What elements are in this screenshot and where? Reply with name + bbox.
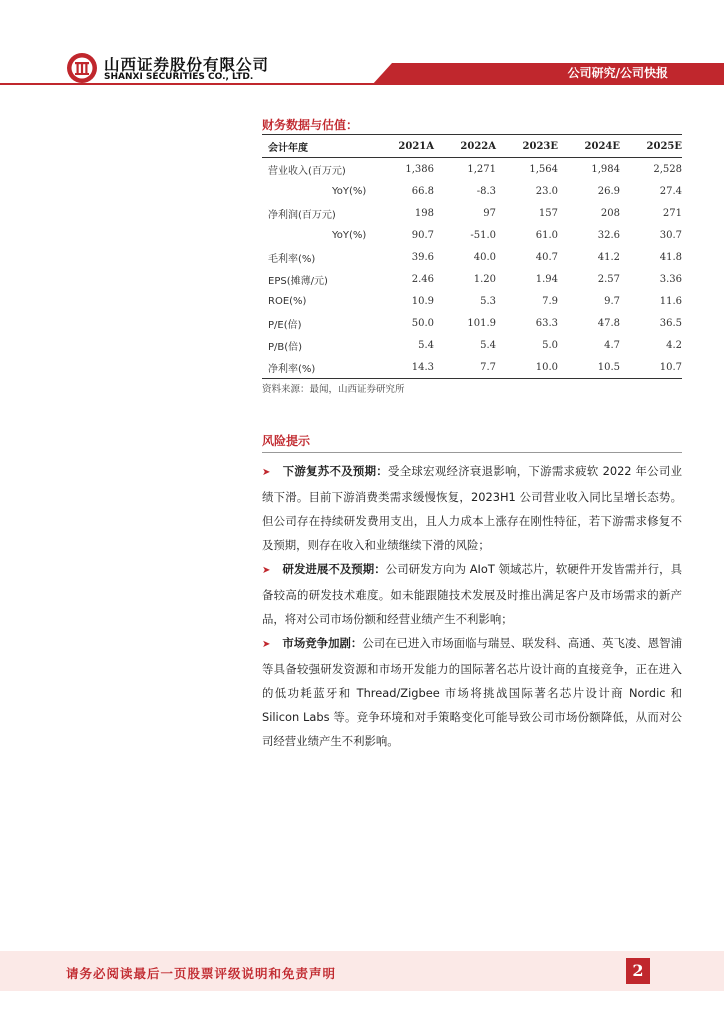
table-row — [262, 312, 682, 334]
table-row — [262, 202, 682, 224]
risk-item-head: 市场竞争加剧： — [282, 636, 363, 650]
page-number: 2 — [626, 958, 650, 984]
table-cell: 101.9 — [467, 317, 496, 329]
table-cell: 26.9 — [597, 185, 620, 197]
row-label: P/B(倍) — [268, 341, 303, 353]
table-cell: 2.46 — [411, 273, 434, 285]
table-cell: 1,271 — [467, 163, 496, 175]
table-cell: 32.6 — [597, 229, 620, 241]
company-name-en: SHANXI SECURITIES CO., LTD. — [104, 72, 254, 82]
column-header: 2025E — [620, 135, 682, 158]
table-cell: 208 — [600, 207, 620, 219]
table-cell: 61.0 — [535, 229, 558, 241]
table-cell: 198 — [414, 207, 434, 219]
table-cell: 1.94 — [535, 273, 558, 285]
table-cell: 50.0 — [411, 317, 434, 329]
risk-item — [262, 459, 682, 557]
arrow-bullet-icon: ➤ — [262, 565, 271, 576]
table-cell: 10.7 — [620, 356, 682, 379]
table-cell: -51.0 — [470, 229, 496, 241]
table-cell: 41.8 — [659, 251, 682, 263]
footer-disclaimer: 请务必阅读最后一页股票评级说明和免责声明 — [66, 966, 337, 981]
row-label: 净利润(百万元) — [268, 209, 336, 221]
financials-title: 财务数据与估值： — [262, 118, 359, 132]
table-cell: 7.9 — [542, 295, 558, 307]
table-cell: 271 — [662, 207, 682, 219]
table-cell: 4.2 — [666, 339, 682, 351]
table-source: 资料来源：最闻，山西证券研究所 — [262, 384, 405, 395]
row-label: YoY(%) — [332, 229, 367, 241]
table-row — [262, 290, 682, 312]
table-cell: 1,386 — [405, 163, 434, 175]
table-cell: 7.7 — [434, 356, 496, 379]
table-cell: 3.36 — [659, 273, 682, 285]
table-row — [262, 268, 682, 290]
table-cell: 5.3 — [480, 295, 496, 307]
row-label: ROE(%) — [268, 295, 307, 307]
table-cell: 1,984 — [591, 163, 620, 175]
risk-item-text: 公司在已进入市场面临与瑞昱、联发科、高通、英飞凌、恩智浦等具备较强研发资源和市场开发能力的国际著名芯片设计商的直接竞争，正在进入的低功耗蓝牙和 Thread/Zigbee 市场将挑战国际著名芯片设计商 Nordic 和 Silicon Labs 等。竞争环境和对手策略变化可能导致公司市场份额降低，从而对公司经营业绩产生不利影响。 — [262, 636, 682, 748]
table-cell: 66.8 — [411, 185, 434, 197]
risk-title: 风险提示 — [262, 434, 311, 448]
table-cell: 40.0 — [473, 251, 496, 263]
column-header: 2023E — [496, 135, 558, 158]
table-cell: 5.4 — [418, 339, 434, 351]
table-cell: 10.5 — [558, 356, 620, 379]
table-row — [262, 180, 682, 202]
row-label: 净利率(%) — [262, 356, 372, 379]
table-row — [262, 224, 682, 246]
column-header: 会计年度 — [262, 135, 372, 158]
table-cell: 41.2 — [597, 251, 620, 263]
table-cell: 157 — [538, 207, 558, 219]
arrow-bullet-icon: ➤ — [262, 639, 271, 650]
divider — [262, 452, 682, 453]
table-cell: 47.8 — [597, 317, 620, 329]
table-cell: 4.7 — [604, 339, 620, 351]
table-cell: 10.9 — [411, 295, 434, 307]
table-cell: 9.7 — [604, 295, 620, 307]
risk-item — [262, 631, 682, 753]
report-category: 公司研究/公司快报 — [567, 66, 668, 80]
company-name-cn: 山西证券股份有限公司 — [104, 56, 270, 74]
table-header-row — [262, 135, 682, 158]
table-cell: 27.4 — [659, 185, 682, 197]
table-cell: 1,564 — [529, 163, 558, 175]
table-cell: 11.6 — [659, 295, 682, 307]
table-cell: 5.0 — [542, 339, 558, 351]
financials-table — [262, 134, 682, 379]
arrow-bullet-icon: ➤ — [262, 467, 271, 478]
table-cell: 23.0 — [535, 185, 558, 197]
row-label: P/E(倍) — [268, 319, 302, 331]
risk-list — [262, 459, 682, 753]
table-cell: 40.7 — [535, 251, 558, 263]
table-cell: 63.3 — [535, 317, 558, 329]
table-cell: 39.6 — [411, 251, 434, 263]
column-header: 2021A — [372, 135, 434, 158]
row-label: EPS(摊薄/元) — [268, 275, 328, 287]
risk-item-text: 公司研发方向为 AIoT 领域芯片，软硬件开发皆需并行，具备较高的研发技术难度。如未能跟随技术发展及时推出满足客户及市场需求的新产品，将对公司市场份额和经营业绩产生不利影响； — [262, 562, 682, 626]
row-label: 营业收入(百万元) — [268, 165, 346, 177]
table-row — [262, 246, 682, 268]
table-row — [262, 356, 682, 379]
table-cell: 14.3 — [372, 356, 434, 379]
risk-item-head: 研发进展不及预期： — [282, 562, 386, 576]
row-label: YoY(%) — [332, 185, 367, 197]
table-cell: -8.3 — [476, 185, 496, 197]
table-row — [262, 158, 682, 181]
column-header: 2022A — [434, 135, 496, 158]
risk-item-text: 受全球宏观经济衰退影响，下游需求疲软 2022 年公司业绩下滑。目前下游消费类需求缓慢恢复，2023H1 公司营业收入同比呈增长态势。但公司存在持续研发费用支出，且人力成本上涨存在刚性特征，若下游需求修复不及预期，则存在收入和业绩继续下滑的风险； — [262, 464, 682, 552]
table-cell: 36.5 — [659, 317, 682, 329]
risk-item-head: 下游复苏不及预期： — [282, 464, 389, 478]
table-cell: 10.0 — [496, 356, 558, 379]
row-label: 毛利率(%) — [268, 253, 316, 265]
table-cell: 2.57 — [597, 273, 620, 285]
risk-item — [262, 557, 682, 631]
table-cell: 1.20 — [473, 273, 496, 285]
table-cell: 5.4 — [480, 339, 496, 351]
table-cell: 90.7 — [411, 229, 434, 241]
table-cell: 2,528 — [653, 163, 682, 175]
table-row — [262, 334, 682, 356]
column-header: 2024E — [558, 135, 620, 158]
table-cell: 30.7 — [659, 229, 682, 241]
table-cell: 97 — [483, 207, 496, 219]
